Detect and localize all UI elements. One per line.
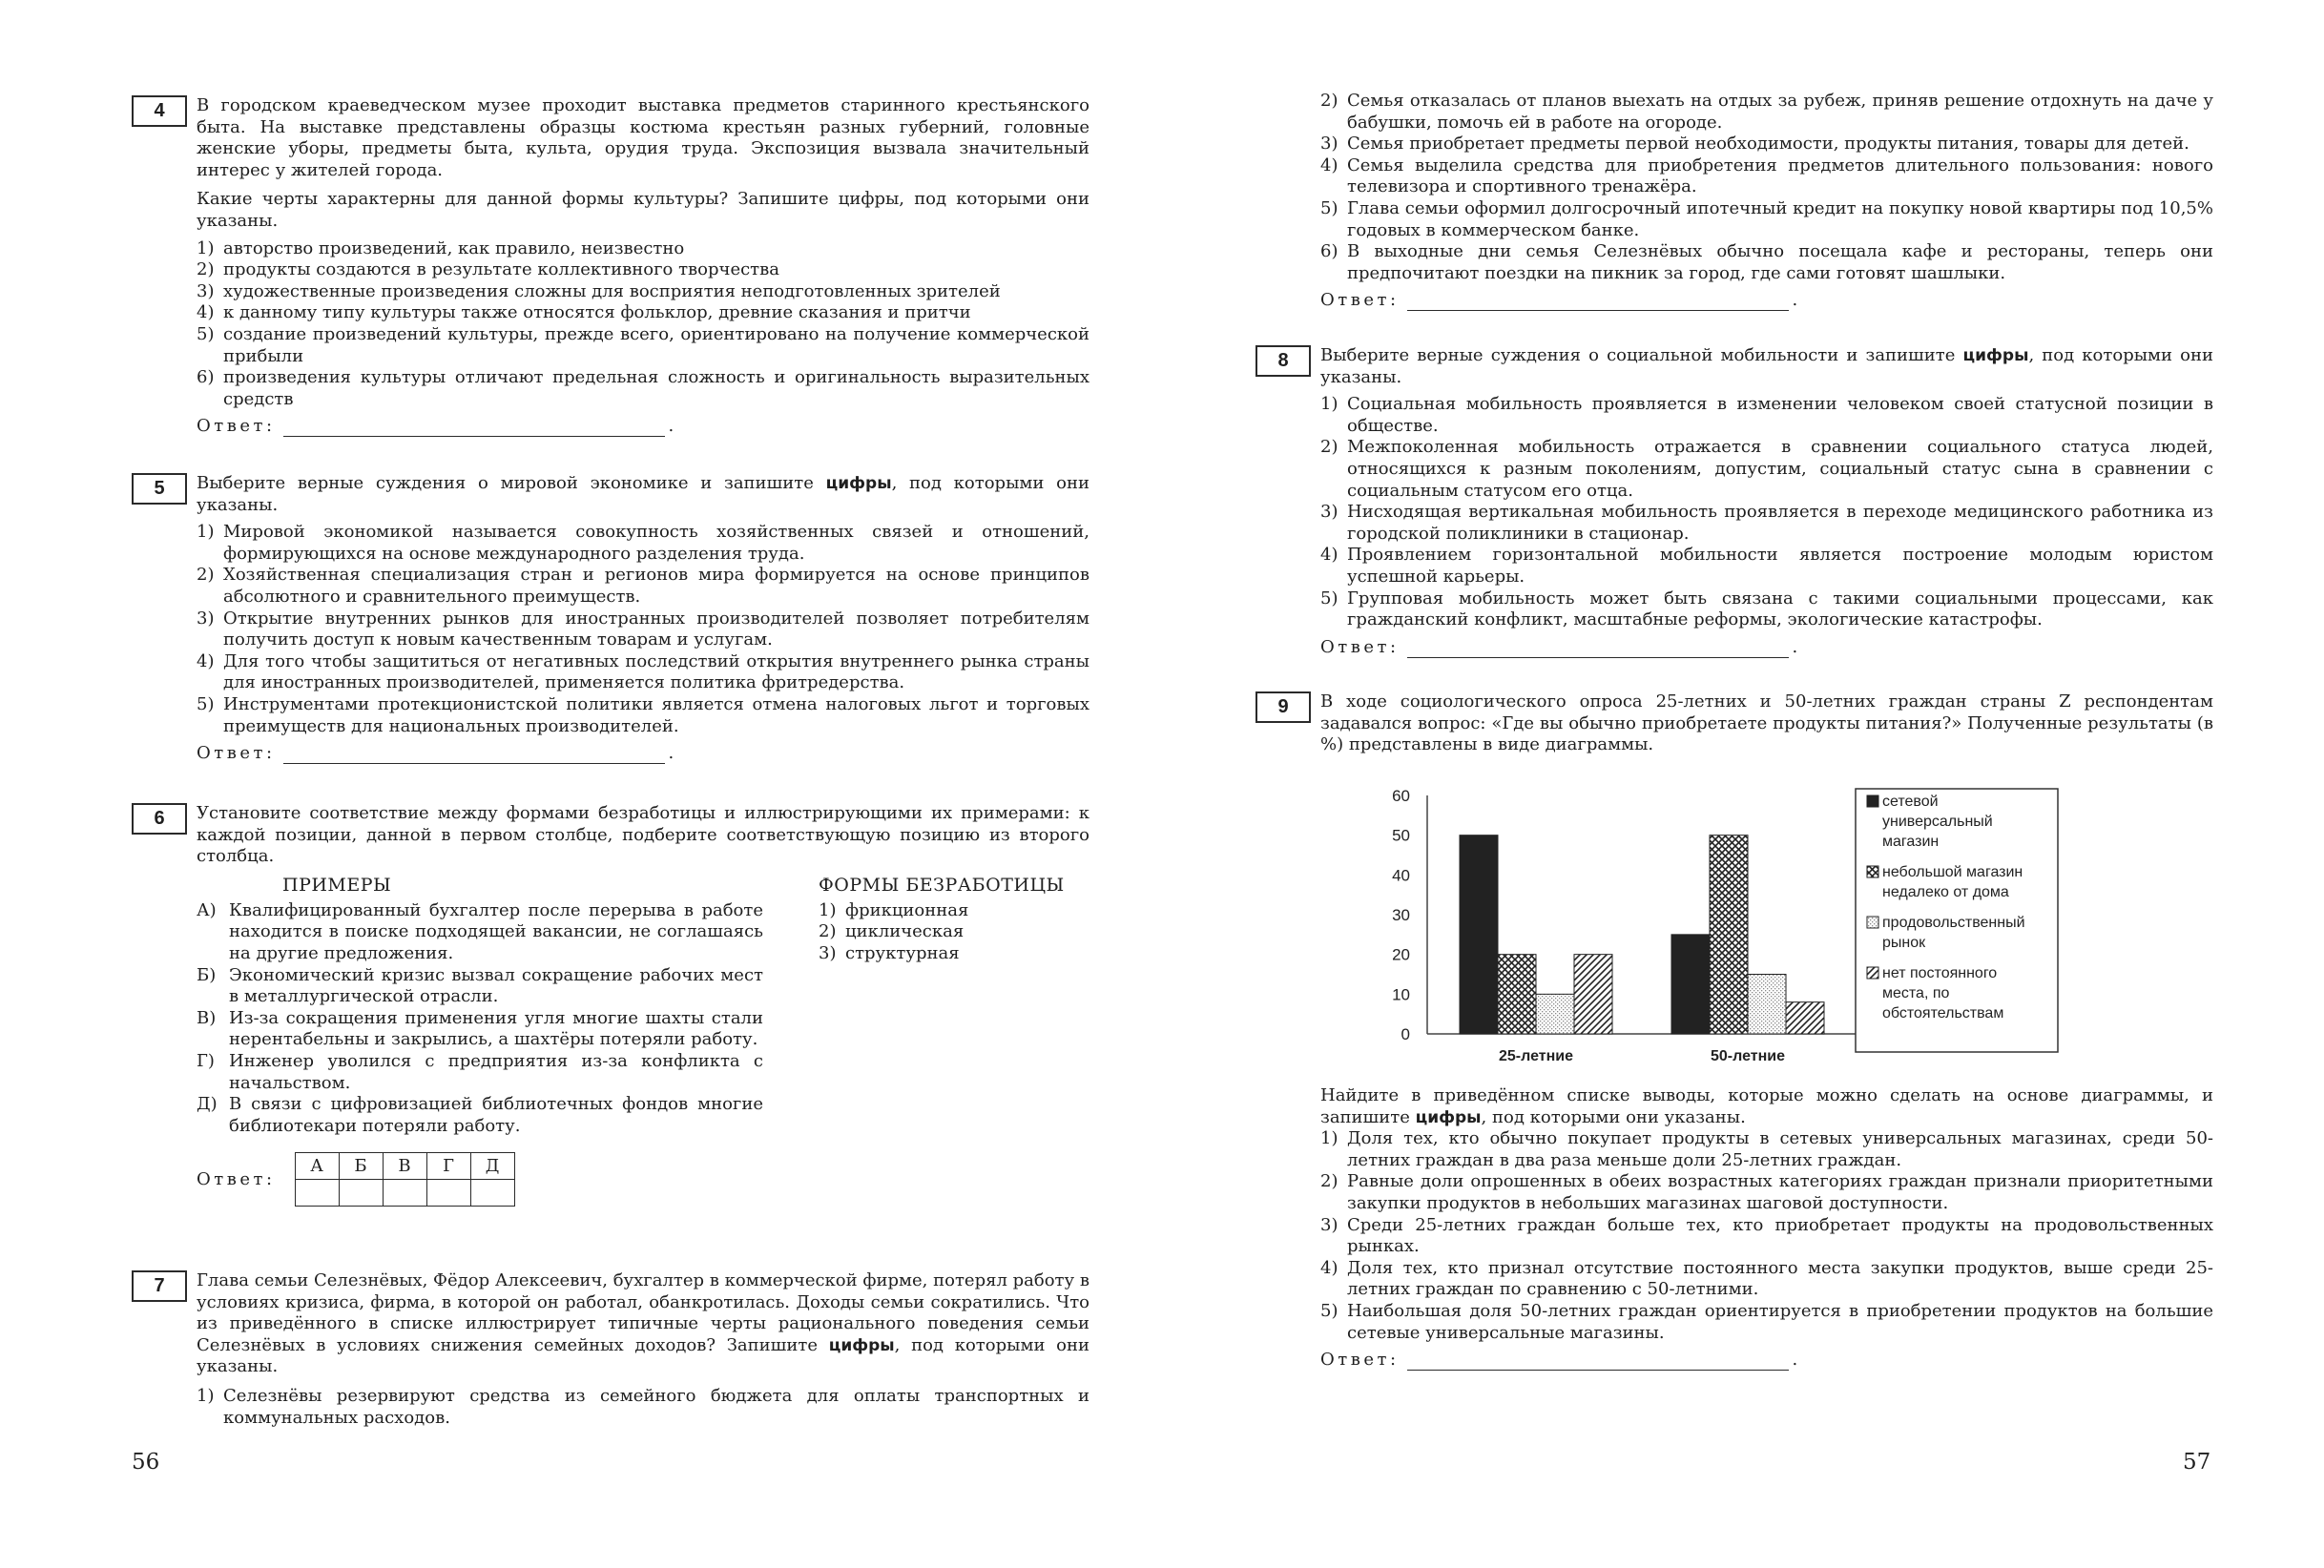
option-item xyxy=(197,1094,763,1137)
option-number: 2) xyxy=(819,921,837,942)
option-number: 2) xyxy=(1320,1171,1338,1192)
option-text: Открытие внутренних рынков для иностранных производителей позволяет потребителям получить доступ к новым качественным товарам и услугам. xyxy=(223,608,1089,650)
option-text: Селезнёвы резервируют средства из семейного бюджета для оплаты транспортных и коммунальных расходов. xyxy=(223,1385,1089,1428)
task-7 xyxy=(132,1270,1089,1429)
option-number: Д) xyxy=(197,1094,218,1115)
legend-swatch xyxy=(1867,866,1878,877)
option-number: 4) xyxy=(1320,1257,1338,1278)
answer-table-wrap xyxy=(197,1152,1089,1207)
y-tick-label: 40 xyxy=(1392,866,1410,885)
bar-2-1 xyxy=(1498,955,1536,1034)
task-8 xyxy=(1255,345,2213,658)
bar-chart xyxy=(1381,786,2059,1063)
option-text: Проявлением горизонтальной мобильности является построение молодым юристом успешной карьеры. xyxy=(1347,545,2213,587)
option-number: 5) xyxy=(1320,197,1338,218)
legend-label: нет постоянного xyxy=(1882,965,1998,981)
right-page xyxy=(1162,0,2324,1568)
option-item xyxy=(1320,1171,2213,1214)
option-number: 3) xyxy=(197,280,215,301)
legend-swatch xyxy=(1867,967,1878,979)
option-number: 2) xyxy=(1320,437,1338,458)
task-9 xyxy=(1255,691,2213,756)
option-text: структурная xyxy=(845,942,960,963)
option-number: 5) xyxy=(197,323,215,344)
task-intro: Глава семьи Селезнёвых, Фёдор Алексеевич, бухгалтер в коммерческой фирме, потерял работу в условиях кризиса, фирма, в которой он работал, обанкротилась. Доходы семьи сократились. Что из приведённого в списке иллюстрирует типичные черты рационального поведения семьи Селезнёвых в условиях снижения семейных доходов? Запишите цифры, под которыми они указаны. xyxy=(197,1270,1089,1377)
legend-label: обстоятельствам xyxy=(1882,1005,2004,1021)
option-item xyxy=(197,965,763,1008)
y-tick-label: 20 xyxy=(1392,945,1410,964)
option-item xyxy=(197,651,1089,694)
option-item xyxy=(197,565,1089,608)
answer-blank[interactable] xyxy=(1407,294,1789,311)
option-text: Семья отказалась от планов выехать на отдых за рубеж, приняв решение отдохнуть на даче у бабушки, помочь ей в работе на огороде. xyxy=(1347,91,2213,133)
answer-field[interactable]: Ответ: . xyxy=(197,743,674,764)
answer-label: Ответ: xyxy=(1320,636,1400,657)
bar-3-1 xyxy=(1536,994,1574,1034)
option-number: 4) xyxy=(197,650,215,671)
page-number: 57 xyxy=(2183,1450,2211,1475)
options-list xyxy=(1320,91,2213,284)
option-text: Межпоколенная мобильность отражается в сравнении социального статуса людей, относящихся к разным поколениям, допустим, социальный статус сына в сравнении с социальным статусом его отца. xyxy=(1347,437,2213,501)
option-number: В) xyxy=(197,1007,217,1028)
option-text: Из-за сокращения применения угля многие шахты стали нерентабельны и закрылись, а шахтёры потеряли работу. xyxy=(229,1007,763,1050)
option-item xyxy=(1320,91,2213,134)
option-number: 1) xyxy=(1320,394,1338,415)
option-number: 1) xyxy=(197,1385,215,1406)
option-number: 5) xyxy=(197,693,215,714)
option-text: Социальная мобильность проявляется в изменении человеком своей статусной позиции в обществе. xyxy=(1347,394,2213,436)
option-text: продукты создаются в результате коллективного творчества xyxy=(223,259,779,280)
option-text: к данному типу культуры также относятся фольклор, древние сказания и притчи xyxy=(223,302,971,323)
option-number: 3) xyxy=(1320,502,1338,523)
option-text: Нисходящая вертикальная мобильность проявляется в переходе медицинского работника из городской поликлиники в стационар. xyxy=(1347,502,2213,544)
answer-table-input-cell[interactable] xyxy=(383,1180,426,1207)
task-intro: Выберите верные суждения о социальной мобильности и запишите цифры, под которыми они указаны. xyxy=(1320,345,2213,387)
task-number-box: 5 xyxy=(132,473,187,505)
options-list xyxy=(1320,394,2213,631)
option-item xyxy=(197,694,1089,737)
legend-swatch xyxy=(1867,795,1878,807)
option-number: 2) xyxy=(1320,91,1338,111)
task-intro: В городском краеведческом музее проходит выставка предметов старинного крестьянского быта. На выставке представлены образцы костюма крестьян разных губерний, головные женские уборы, предметы быта, культа, орудия труда. Экспозиция вызвала значительный интерес у жителей города. xyxy=(197,95,1089,180)
option-text: Инструментами протекционистской политики является отмена налоговых льгот и торговых преимуществ для национальных производителей. xyxy=(223,693,1089,736)
task-number-box: 4 xyxy=(132,95,187,127)
option-text: Для того чтобы защититься от негативных последствий открытия внутреннего рынка страны для иностранных производителей, применяется политика фритредерства. xyxy=(223,650,1089,693)
task-4 xyxy=(132,95,1089,437)
option-text: Экономический кризис вызвал сокращение рабочих мест в металлургической отрасли. xyxy=(229,964,763,1007)
page-number: 56 xyxy=(132,1450,160,1475)
option-item xyxy=(819,943,1065,965)
option-number: 3) xyxy=(1320,1214,1338,1235)
answer-table-header-cell: Д xyxy=(470,1153,514,1180)
option-item xyxy=(197,324,1089,367)
task-question: Какие черты характерны для данной формы культуры? Запишите цифры, под которыми они указаны. xyxy=(197,189,1089,231)
answer-table-input-cell[interactable] xyxy=(470,1180,514,1207)
option-text: фрикционная xyxy=(845,899,969,920)
option-text: циклическая xyxy=(845,921,965,942)
answer-field[interactable]: Ответ: . xyxy=(1320,290,1798,311)
option-number: 6) xyxy=(197,367,215,388)
option-item xyxy=(197,367,1089,410)
option-item xyxy=(819,921,1065,943)
y-tick-label: 60 xyxy=(1392,787,1410,805)
option-item xyxy=(197,1386,1089,1429)
answer-label: Ответ: xyxy=(197,1168,276,1189)
option-number: 3) xyxy=(1320,134,1338,155)
option-item xyxy=(197,302,1089,324)
option-number: Б) xyxy=(197,964,217,985)
bar-2-2 xyxy=(1710,836,1748,1034)
answer-label: Ответ: xyxy=(1320,290,1400,311)
legend-label: недалеко от дома xyxy=(1882,884,2009,900)
y-tick-label: 50 xyxy=(1392,826,1410,845)
task-number-box: 8 xyxy=(1255,345,1311,377)
option-item xyxy=(1320,588,2213,631)
y-tick-label: 30 xyxy=(1392,906,1410,924)
answer-table xyxy=(295,1152,515,1207)
task-number-box: 9 xyxy=(1255,691,1311,723)
option-item xyxy=(1320,502,2213,545)
bar-1-2 xyxy=(1671,935,1710,1034)
option-number: 1) xyxy=(197,522,215,543)
option-text: Доля тех, кто признал отсутствие постоянного места закупки продуктов, выше среди 25-летних граждан по сравнению с 50-летними. xyxy=(1347,1257,2213,1300)
bar-1-1 xyxy=(1460,836,1498,1034)
option-text: художественные произведения сложны для восприятия неподготовленных зрителей xyxy=(223,280,1001,301)
legend-label: небольшой магазин xyxy=(1882,864,2023,880)
option-number: 1) xyxy=(1320,1128,1338,1149)
answer-blank[interactable] xyxy=(1407,1353,1789,1371)
option-text: Глава семьи оформил долгосрочный ипотечный кредит на покупку новой квартиры под 10,5% годовых в коммерческом банке. xyxy=(1347,197,2213,240)
options-list xyxy=(1320,1128,2213,1344)
option-item xyxy=(1320,437,2213,502)
task-6 xyxy=(132,803,1089,1207)
legend-label: сетевой xyxy=(1882,794,1939,810)
option-item xyxy=(1320,134,2213,155)
forms-column xyxy=(819,874,1065,1138)
chart-svg xyxy=(1381,786,2059,1063)
answer-table-header-cell: А xyxy=(295,1153,339,1180)
answer-label: Ответ: xyxy=(197,416,276,437)
option-text: В связи с цифровизацией библиотечных фондов многие библиотекари потеряли работу. xyxy=(229,1094,763,1136)
option-number: Г) xyxy=(197,1050,215,1071)
options-list xyxy=(197,1386,1089,1429)
option-item xyxy=(197,1008,763,1051)
task-question: Найдите в приведённом списке выводы, которые можно сделать на основе диаграммы, и запишите цифры, под которыми они указаны. xyxy=(1320,1085,2213,1127)
option-number: 4) xyxy=(1320,155,1338,175)
option-text: Групповая мобильность может быть связана с такими социальными процессами, как гражданский конфликт, масштабные реформы, экологические катастрофы. xyxy=(1347,588,2213,630)
option-text: Хозяйственная специализация стран и регионов мира формируется на основе принципов абсолютного и сравнительного преимуществ. xyxy=(223,565,1089,607)
answer-table-input-cell[interactable] xyxy=(295,1180,339,1207)
bar-3-2 xyxy=(1748,975,1786,1035)
option-item xyxy=(1320,1215,2213,1258)
option-number: 4) xyxy=(1320,545,1338,566)
option-item xyxy=(819,900,1065,922)
y-tick-label: 10 xyxy=(1392,985,1410,1004)
answer-table-header-cell: В xyxy=(383,1153,426,1180)
option-text: Мировой экономикой называется совокупность хозяйственных связей и отношений, формирующихся на основе международного разделения труда. xyxy=(223,522,1089,564)
task-intro: В ходе социологического опроса 25-летних и 50-летних граждан страны Z респондентам задавался вопрос: «Где вы обычно приобретаете продукты питания?» Полученные результаты (в %) представлены в виде диаграммы. xyxy=(1320,691,2213,755)
y-tick-label: 0 xyxy=(1401,1025,1410,1043)
option-item xyxy=(1320,241,2213,284)
legend-swatch xyxy=(1867,917,1878,928)
legend-label: рынок xyxy=(1882,935,1926,951)
answer-label: Ответ: xyxy=(197,743,276,764)
option-number: 1) xyxy=(819,899,837,920)
option-text: Семья выделила средства для приобретения предметов длительного пользования: нового телевизора и спортивного тренажёра. xyxy=(1347,155,2213,197)
task-intro: Установите соответствие между формами безработицы и иллюстрирующими их примерами: к каждой позиции, данной в первом столбце, подберите соответствующую позицию из второго столбца. xyxy=(197,803,1089,867)
options-list xyxy=(197,238,1089,411)
legend-label: универсальный xyxy=(1882,814,1993,830)
answer-table-input-cell[interactable] xyxy=(426,1180,470,1207)
option-text: Среди 25-летних граждан больше тех, кто приобретает продукты на продовольственных рынках. xyxy=(1347,1214,2213,1257)
option-text: Инженер уволился с предприятия из-за конфликта с начальством. xyxy=(229,1050,763,1093)
answer-label: Ответ: xyxy=(1320,1350,1400,1371)
option-number: 3) xyxy=(819,942,837,963)
option-item xyxy=(197,259,1089,281)
option-item xyxy=(1320,1258,2213,1301)
answer-table-header xyxy=(295,1153,514,1180)
option-text: Семья приобретает предметы первой необходимости, продукты питания, товары для детей. xyxy=(1347,134,2189,155)
x-category-label: 50-летние xyxy=(1711,1048,1785,1063)
answer-field[interactable]: Ответ: . xyxy=(1320,636,1798,657)
option-text: создание произведений культуры, прежде всего, ориентировано на получение коммерческой прибыли xyxy=(223,323,1089,366)
option-item xyxy=(197,900,763,965)
option-item xyxy=(197,1051,763,1094)
option-text: произведения культуры отличают предельная сложность и оригинальность выразительных средств xyxy=(223,367,1089,409)
answer-blank[interactable] xyxy=(1407,641,1789,658)
option-number: 3) xyxy=(197,608,215,629)
option-item xyxy=(1320,1301,2213,1344)
option-text: авторство произведений, как правило, неизвестно xyxy=(223,237,685,258)
answer-field[interactable]: Ответ: . xyxy=(1320,1350,1798,1371)
option-number: 6) xyxy=(1320,241,1338,262)
option-item xyxy=(1320,1128,2213,1171)
option-item xyxy=(1320,545,2213,588)
option-item xyxy=(197,609,1089,651)
option-item xyxy=(1320,155,2213,198)
answer-table-header-cell: Г xyxy=(426,1153,470,1180)
option-number: 1) xyxy=(197,237,215,258)
answer-blank[interactable] xyxy=(283,420,665,437)
answer-blank[interactable] xyxy=(283,747,665,764)
examples-heading: ПРИМЕРЫ xyxy=(282,874,392,896)
option-item xyxy=(197,281,1089,303)
option-text: Квалифицированный бухгалтер после перерыва в работе находится в поиске подходящей вакансии, не соглашаясь на другие предложения. xyxy=(229,899,763,963)
legend-label: места, по xyxy=(1882,985,1950,1001)
option-number: 4) xyxy=(197,302,215,323)
answer-table-header-cell: Б xyxy=(339,1153,383,1180)
examples-list xyxy=(197,900,763,1138)
option-item xyxy=(1320,198,2213,241)
forms-list xyxy=(819,900,1065,965)
x-category-label: 25-летние xyxy=(1499,1048,1573,1063)
legend-label: магазин xyxy=(1882,834,1940,850)
option-text: Доля тех, кто обычно покупает продукты в сетевых универсальных магазинах, среди 50-летних граждан в два раза меньше доли 25-летних граждан. xyxy=(1347,1128,2213,1170)
option-text: В выходные дни семья Селезнёвых обычно посещала кафе и рестораны, теперь они предпочитают поездки на пикник за город, где сами готовят шашлыки. xyxy=(1347,241,2213,283)
bar-4-1 xyxy=(1574,955,1612,1034)
option-text: Равные доли опрошенных в обеих возрастных категориях граждан признали приоритетными закупки продуктов в небольших магазинах шаговой доступности. xyxy=(1347,1171,2213,1213)
task-number-box: 6 xyxy=(132,803,187,835)
examples-column xyxy=(197,874,763,1138)
forms-heading: ФОРМЫ БЕЗРАБОТИЦЫ xyxy=(819,874,1065,896)
task-number-box: 7 xyxy=(132,1270,187,1302)
answer-field[interactable]: Ответ: . xyxy=(197,416,674,437)
option-item xyxy=(197,238,1089,260)
task-9-questions xyxy=(1255,1085,2213,1371)
answer-table-inputs xyxy=(295,1180,514,1207)
task-7-continued xyxy=(1255,91,2213,311)
option-item xyxy=(1320,394,2213,437)
answer-table-input-cell[interactable] xyxy=(339,1180,383,1207)
bar-4-2 xyxy=(1786,1002,1824,1034)
option-text: Наибольшая доля 50-летних граждан ориентируется в приобретении продуктов на большие сетевые универсальные магазины. xyxy=(1347,1300,2213,1343)
option-number: А) xyxy=(197,899,217,920)
option-number: 2) xyxy=(197,565,215,586)
option-number: 5) xyxy=(1320,1300,1338,1321)
legend-label: продовольственный xyxy=(1882,915,2025,931)
option-number: 2) xyxy=(197,259,215,280)
task-5 xyxy=(132,473,1089,764)
task-intro: Выберите верные суждения о мировой экономике и запишите цифры, под которыми они указаны. xyxy=(197,473,1089,515)
options-list xyxy=(197,522,1089,737)
option-number: 5) xyxy=(1320,588,1338,609)
option-item xyxy=(197,522,1089,565)
